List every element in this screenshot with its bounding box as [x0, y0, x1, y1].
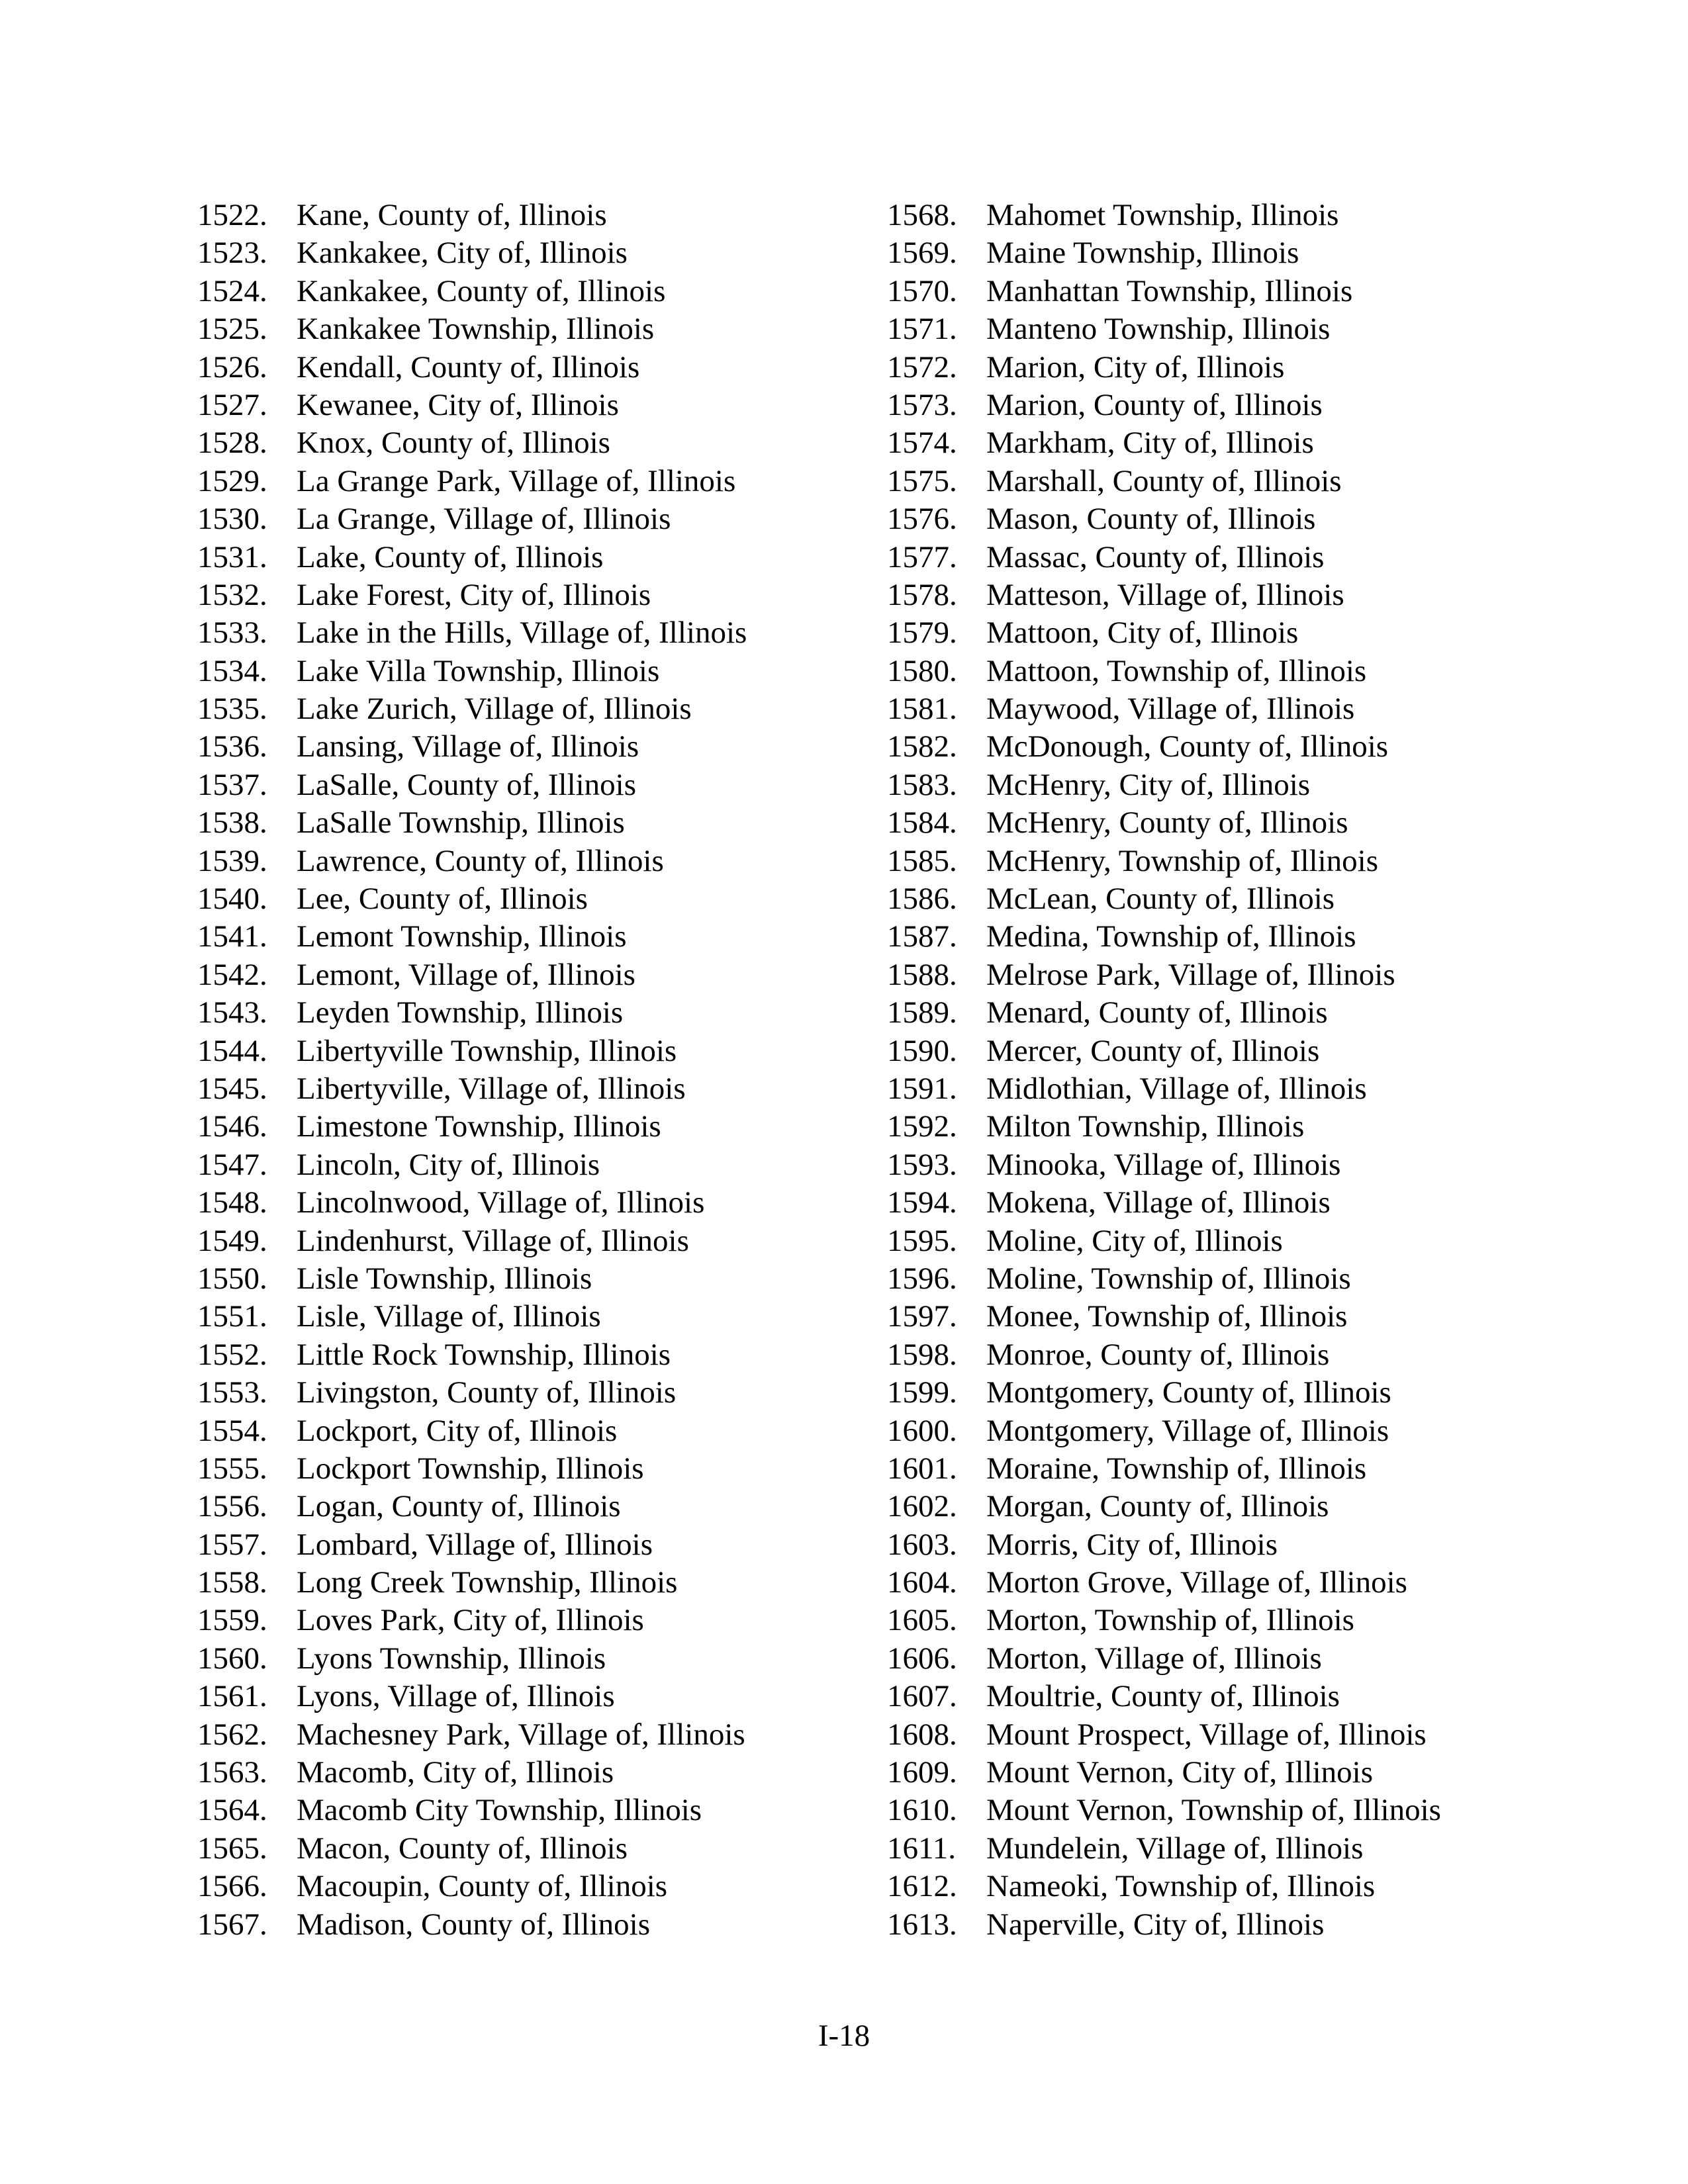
list-item — [197, 1184, 747, 1222]
entry-number: 1565. — [197, 1831, 267, 1866]
entry-name: Mercer, County of, Illinois — [986, 1033, 1320, 1068]
entry-number: 1535. — [197, 692, 267, 727]
entry-number: 1575. — [887, 463, 957, 498]
entry-number: 1592. — [887, 1109, 957, 1144]
list-item — [197, 956, 747, 994]
entry-name: Lincolnwood, Village of, Illinois — [297, 1185, 705, 1220]
entry-number: 1545. — [197, 1071, 267, 1106]
list-item — [887, 1222, 1441, 1260]
list-item — [887, 1830, 1441, 1868]
list-item — [197, 1222, 747, 1260]
entry-number: 1568. — [887, 198, 957, 232]
entry-name: Lemont Township, Illinois — [297, 919, 627, 954]
entry-name: Lake in the Hills, Village of, Illinois — [297, 615, 747, 651]
entry-name: Moline, City of, Illinois — [986, 1223, 1283, 1258]
entry-number: 1564. — [197, 1793, 267, 1828]
entry-name: Morton Grove, Village of, Illinois — [986, 1565, 1407, 1600]
list-item — [197, 614, 747, 652]
entry-name: Mokena, Village of, Illinois — [986, 1185, 1331, 1220]
list-item — [197, 1716, 747, 1754]
list-item — [197, 1070, 747, 1108]
entry-number: 1548. — [197, 1185, 267, 1220]
entry-number: 1581. — [887, 692, 957, 727]
list-item — [887, 1602, 1441, 1639]
entry-number: 1524. — [197, 273, 267, 308]
list-item — [887, 956, 1441, 994]
list-item — [887, 1526, 1441, 1564]
list-item — [887, 880, 1441, 918]
entry-name: Marshall, County of, Illinois — [986, 463, 1342, 498]
entry-name: Lindenhurst, Village of, Illinois — [297, 1223, 689, 1258]
list-item — [197, 804, 747, 842]
entry-number: 1522. — [197, 198, 267, 232]
list-item — [197, 387, 747, 424]
entry-number: 1586. — [887, 882, 957, 917]
entry-number: 1587. — [887, 919, 957, 954]
list-item — [197, 1526, 747, 1564]
entry-name: Mount Vernon, City of, Illinois — [986, 1755, 1374, 1790]
list-item — [197, 1374, 747, 1412]
entry-number: 1559. — [197, 1603, 267, 1638]
entry-name: Mundelein, Village of, Illinois — [986, 1831, 1364, 1866]
entry-number: 1569. — [887, 236, 957, 271]
entry-number: 1530. — [197, 502, 267, 537]
entry-name: Libertyville Township, Illinois — [297, 1033, 677, 1068]
entry-name: McHenry, City of, Illinois — [986, 767, 1311, 802]
entry-number: 1536. — [197, 729, 267, 764]
entry-name: Mattoon, City of, Illinois — [986, 615, 1299, 651]
entry-name: McHenry, Township of, Illinois — [986, 843, 1378, 878]
list-item — [887, 690, 1441, 728]
list-item — [197, 500, 747, 538]
entry-number: 1534. — [197, 653, 267, 688]
list-item — [197, 1678, 747, 1715]
list-item — [197, 1906, 747, 1944]
list-item — [197, 1260, 747, 1298]
entry-name: Medina, Township of, Illinois — [986, 919, 1356, 954]
entry-number: 1588. — [887, 957, 957, 992]
list-item — [887, 1792, 1441, 1829]
entry-number: 1590. — [887, 1033, 957, 1068]
entry-name: Marion, County of, Illinois — [986, 387, 1323, 422]
list-item — [197, 1336, 747, 1374]
list-item — [197, 1754, 747, 1792]
entry-number: 1527. — [197, 387, 267, 422]
entry-number: 1538. — [197, 805, 267, 841]
list-item — [887, 614, 1441, 652]
entry-number: 1604. — [887, 1565, 957, 1600]
list-item — [197, 1412, 747, 1450]
entry-name: Monee, Township of, Illinois — [986, 1299, 1348, 1334]
list-item — [197, 1640, 747, 1678]
list-item — [887, 1108, 1441, 1146]
entry-name: Macoupin, County of, Illinois — [297, 1869, 668, 1904]
entry-name: Manteno Township, Illinois — [986, 312, 1331, 347]
list-item — [887, 653, 1441, 690]
list-item — [197, 728, 747, 766]
list-item — [887, 1146, 1441, 1184]
entry-number: 1566. — [197, 1869, 267, 1904]
list-item — [887, 349, 1441, 387]
entry-number: 1562. — [197, 1717, 267, 1752]
entry-number: 1576. — [887, 502, 957, 537]
entry-number: 1523. — [197, 236, 267, 271]
list-item — [887, 387, 1441, 424]
entry-name: Lee, County of, Illinois — [297, 882, 588, 917]
entry-name: Mount Vernon, Township of, Illinois — [986, 1793, 1441, 1828]
entry-number: 1593. — [887, 1147, 957, 1182]
entry-number: 1607. — [887, 1679, 957, 1714]
list-item — [197, 1146, 747, 1184]
list-item — [887, 273, 1441, 310]
entry-name: Matteson, Village of, Illinois — [986, 577, 1344, 612]
entry-name: Limestone Township, Illinois — [297, 1109, 661, 1144]
list-item — [197, 539, 747, 576]
entry-name: Morton, Village of, Illinois — [986, 1641, 1322, 1676]
list-item — [887, 1564, 1441, 1602]
list-item — [197, 424, 747, 462]
list-item — [887, 1260, 1441, 1298]
list-item — [197, 918, 747, 956]
list-item — [197, 1792, 747, 1829]
entry-name: Mount Prospect, Village of, Illinois — [986, 1717, 1427, 1752]
entry-name: McDonough, County of, Illinois — [986, 729, 1389, 764]
entry-name: Nameoki, Township of, Illinois — [986, 1869, 1376, 1904]
entry-number: 1605. — [887, 1603, 957, 1638]
list-item — [887, 576, 1441, 614]
entry-number: 1558. — [197, 1565, 267, 1600]
entry-name: Libertyville, Village of, Illinois — [297, 1071, 686, 1106]
list-item — [887, 1488, 1441, 1525]
entry-name: Maine Township, Illinois — [986, 236, 1299, 271]
entry-number: 1608. — [887, 1717, 957, 1752]
entry-name: Milton Township, Illinois — [986, 1109, 1305, 1144]
entry-name: Mason, County of, Illinois — [986, 502, 1316, 537]
entry-number: 1537. — [197, 767, 267, 802]
entry-number: 1542. — [197, 957, 267, 992]
entry-name: Lockport, City of, Illinois — [297, 1413, 618, 1448]
list-item — [197, 1032, 747, 1070]
entry-name: Lake Forest, City of, Illinois — [297, 577, 651, 612]
list-item — [887, 197, 1441, 234]
right-column-list — [887, 197, 1441, 1944]
list-item — [887, 1412, 1441, 1450]
entry-number: 1544. — [197, 1033, 267, 1068]
entry-name: Monroe, County of, Illinois — [986, 1337, 1330, 1372]
entry-number: 1547. — [197, 1147, 267, 1182]
list-item — [197, 766, 747, 804]
list-item — [887, 728, 1441, 766]
entry-number: 1574. — [887, 426, 957, 461]
entry-number: 1526. — [197, 349, 267, 385]
entry-name: Massac, County of, Illinois — [986, 539, 1325, 574]
entry-number: 1557. — [197, 1527, 267, 1562]
entry-name: La Grange Park, Village of, Illinois — [297, 463, 736, 498]
list-item — [887, 424, 1441, 462]
list-item — [197, 1488, 747, 1525]
entry-number: 1553. — [197, 1375, 267, 1410]
list-item — [887, 1374, 1441, 1412]
list-item — [197, 1602, 747, 1639]
list-item — [197, 1450, 747, 1488]
entry-name: Mahomet Township, Illinois — [986, 198, 1339, 232]
entry-name: LaSalle, County of, Illinois — [297, 767, 637, 802]
entry-number: 1554. — [197, 1413, 267, 1448]
entry-name: Machesney Park, Village of, Illinois — [297, 1717, 745, 1752]
list-item — [887, 766, 1441, 804]
list-item — [887, 1298, 1441, 1336]
entry-number: 1599. — [887, 1375, 957, 1410]
entry-number: 1531. — [197, 539, 267, 574]
entry-name: Markham, City of, Illinois — [986, 426, 1314, 461]
list-item — [197, 234, 747, 272]
entry-number: 1594. — [887, 1185, 957, 1220]
list-item — [197, 1108, 747, 1146]
entry-name: Logan, County of, Illinois — [297, 1489, 621, 1524]
entry-name: Midlothian, Village of, Illinois — [986, 1071, 1367, 1106]
list-item — [197, 690, 747, 728]
entry-number: 1596. — [887, 1261, 957, 1296]
entry-name: Lisle, Village of, Illinois — [297, 1299, 601, 1334]
list-item — [887, 1906, 1441, 1944]
entry-name: Macon, County of, Illinois — [297, 1831, 628, 1866]
entry-name: Kankakee, County of, Illinois — [297, 273, 666, 308]
entry-name: Knox, County of, Illinois — [297, 426, 610, 461]
entry-number: 1595. — [887, 1223, 957, 1258]
entry-name: McLean, County of, Illinois — [986, 882, 1335, 917]
entry-name: Lisle Township, Illinois — [297, 1261, 592, 1296]
entry-number: 1578. — [887, 577, 957, 612]
entry-name: Maywood, Village of, Illinois — [986, 692, 1355, 727]
entry-name: Loves Park, City of, Illinois — [297, 1603, 644, 1638]
entry-number: 1603. — [887, 1527, 957, 1562]
entry-number: 1525. — [197, 312, 267, 347]
entry-number: 1609. — [887, 1755, 957, 1790]
list-item — [887, 918, 1441, 956]
entry-number: 1610. — [887, 1793, 957, 1828]
entry-number: 1528. — [197, 426, 267, 461]
list-item — [887, 1336, 1441, 1374]
entry-name: Montgomery, Village of, Illinois — [986, 1413, 1389, 1448]
entry-number: 1555. — [197, 1451, 267, 1486]
list-item — [197, 576, 747, 614]
entry-number: 1571. — [887, 312, 957, 347]
entry-name: Kewanee, City of, Illinois — [297, 387, 619, 422]
entry-name: LaSalle Township, Illinois — [297, 805, 625, 841]
list-item — [887, 463, 1441, 500]
entry-number: 1570. — [887, 273, 957, 308]
list-item — [197, 310, 747, 348]
entry-name: Mattoon, Township of, Illinois — [986, 653, 1367, 688]
list-item — [887, 310, 1441, 348]
list-item — [887, 1868, 1441, 1905]
entry-number: 1532. — [197, 577, 267, 612]
entry-name: Lake Zurich, Village of, Illinois — [297, 692, 692, 727]
entry-name: Menard, County of, Illinois — [986, 995, 1328, 1030]
left-column-list — [197, 197, 747, 1944]
entry-name: Lawrence, County of, Illinois — [297, 843, 664, 878]
entry-number: 1611. — [887, 1831, 957, 1866]
entry-number: 1546. — [197, 1109, 267, 1144]
entry-name: Macomb City Township, Illinois — [297, 1793, 702, 1828]
list-item — [887, 1070, 1441, 1108]
entry-name: Moultrie, County of, Illinois — [986, 1679, 1340, 1714]
list-item — [197, 1564, 747, 1602]
list-item — [197, 1298, 747, 1336]
entry-name: Moline, Township of, Illinois — [986, 1261, 1351, 1296]
entry-number: 1552. — [197, 1337, 267, 1372]
entry-name: Lyons, Village of, Illinois — [297, 1679, 615, 1714]
list-item — [887, 1184, 1441, 1222]
list-item — [887, 1450, 1441, 1488]
entry-number: 1533. — [197, 615, 267, 651]
entry-name: Kane, County of, Illinois — [297, 198, 607, 232]
entry-name: Lemont, Village of, Illinois — [297, 957, 635, 992]
entry-number: 1540. — [197, 882, 267, 917]
entry-name: Livingston, County of, Illinois — [297, 1375, 677, 1410]
entry-number: 1560. — [197, 1641, 267, 1676]
entry-number: 1582. — [887, 729, 957, 764]
entry-name: Morton, Township of, Illinois — [986, 1603, 1354, 1638]
list-item — [887, 1032, 1441, 1070]
list-item — [197, 197, 747, 234]
entry-number: 1612. — [887, 1869, 957, 1904]
list-item — [887, 804, 1441, 842]
entry-number: 1561. — [197, 1679, 267, 1714]
entry-number: 1579. — [887, 615, 957, 651]
list-item — [197, 994, 747, 1032]
entry-name: Morris, City of, Illinois — [986, 1527, 1278, 1562]
entry-name: Kendall, County of, Illinois — [297, 349, 640, 385]
entry-number: 1549. — [197, 1223, 267, 1258]
entry-name: Naperville, City of, Illinois — [986, 1907, 1325, 1942]
list-item — [197, 1868, 747, 1905]
entry-name: Long Creek Township, Illinois — [297, 1565, 678, 1600]
entry-number: 1600. — [887, 1413, 957, 1448]
entry-number: 1591. — [887, 1071, 957, 1106]
entry-name: Madison, County of, Illinois — [297, 1907, 650, 1942]
list-item — [197, 842, 747, 880]
entry-number: 1539. — [197, 843, 267, 878]
list-item — [887, 994, 1441, 1032]
entry-number: 1541. — [197, 919, 267, 954]
list-item — [887, 1716, 1441, 1754]
entry-name: Morgan, County of, Illinois — [986, 1489, 1329, 1524]
entry-name: Marion, City of, Illinois — [986, 349, 1285, 385]
entry-name: Minooka, Village of, Illinois — [986, 1147, 1341, 1182]
list-item — [197, 349, 747, 387]
entry-number: 1589. — [887, 995, 957, 1030]
entry-name: Kankakee Township, Illinois — [297, 312, 655, 347]
page-number: I-18 — [818, 2019, 870, 2053]
entry-name: Lake, County of, Illinois — [297, 539, 604, 574]
list-item — [887, 1754, 1441, 1792]
entry-number: 1613. — [887, 1907, 957, 1942]
entry-name: Manhattan Township, Illinois — [986, 273, 1353, 308]
entry-number: 1550. — [197, 1261, 267, 1296]
entry-name: Lockport Township, Illinois — [297, 1451, 644, 1486]
entry-number: 1572. — [887, 349, 957, 385]
entry-name: Lombard, Village of, Illinois — [297, 1527, 653, 1562]
entry-number: 1563. — [197, 1755, 267, 1790]
list-item — [887, 500, 1441, 538]
entry-name: McHenry, County of, Illinois — [986, 805, 1348, 841]
list-item — [197, 880, 747, 918]
entry-name: Leyden Township, Illinois — [297, 995, 624, 1030]
entry-name: La Grange, Village of, Illinois — [297, 502, 671, 537]
entry-number: 1577. — [887, 539, 957, 574]
entry-number: 1602. — [887, 1489, 957, 1524]
entry-number: 1529. — [197, 463, 267, 498]
entry-name: Lyons Township, Illinois — [297, 1641, 606, 1676]
list-item — [887, 1640, 1441, 1678]
list-item — [197, 1830, 747, 1868]
list-item — [197, 653, 747, 690]
list-item — [887, 539, 1441, 576]
entry-number: 1583. — [887, 767, 957, 802]
entry-name: Macomb, City of, Illinois — [297, 1755, 614, 1790]
entry-name: Montgomery, County of, Illinois — [986, 1375, 1391, 1410]
list-item — [197, 463, 747, 500]
entry-name: Kankakee, City of, Illinois — [297, 236, 628, 271]
entry-number: 1573. — [887, 387, 957, 422]
entry-number: 1585. — [887, 843, 957, 878]
entry-number: 1584. — [887, 805, 957, 841]
entry-name: Little Rock Township, Illinois — [297, 1337, 671, 1372]
entry-number: 1606. — [887, 1641, 957, 1676]
list-item — [887, 842, 1441, 880]
list-item — [887, 234, 1441, 272]
entry-name: Moraine, Township of, Illinois — [986, 1451, 1367, 1486]
entry-name: Lansing, Village of, Illinois — [297, 729, 639, 764]
entry-number: 1567. — [197, 1907, 267, 1942]
entry-number: 1601. — [887, 1451, 957, 1486]
entry-number: 1551. — [197, 1299, 267, 1334]
entry-number: 1543. — [197, 995, 267, 1030]
entry-name: Lake Villa Township, Illinois — [297, 653, 660, 688]
entry-number: 1597. — [887, 1299, 957, 1334]
entry-number: 1598. — [887, 1337, 957, 1372]
entry-name: Melrose Park, Village of, Illinois — [986, 957, 1395, 992]
entry-number: 1556. — [197, 1489, 267, 1524]
entry-name: Lincoln, City of, Illinois — [297, 1147, 600, 1182]
list-item — [197, 273, 747, 310]
list-item — [887, 1678, 1441, 1715]
entry-number: 1580. — [887, 653, 957, 688]
